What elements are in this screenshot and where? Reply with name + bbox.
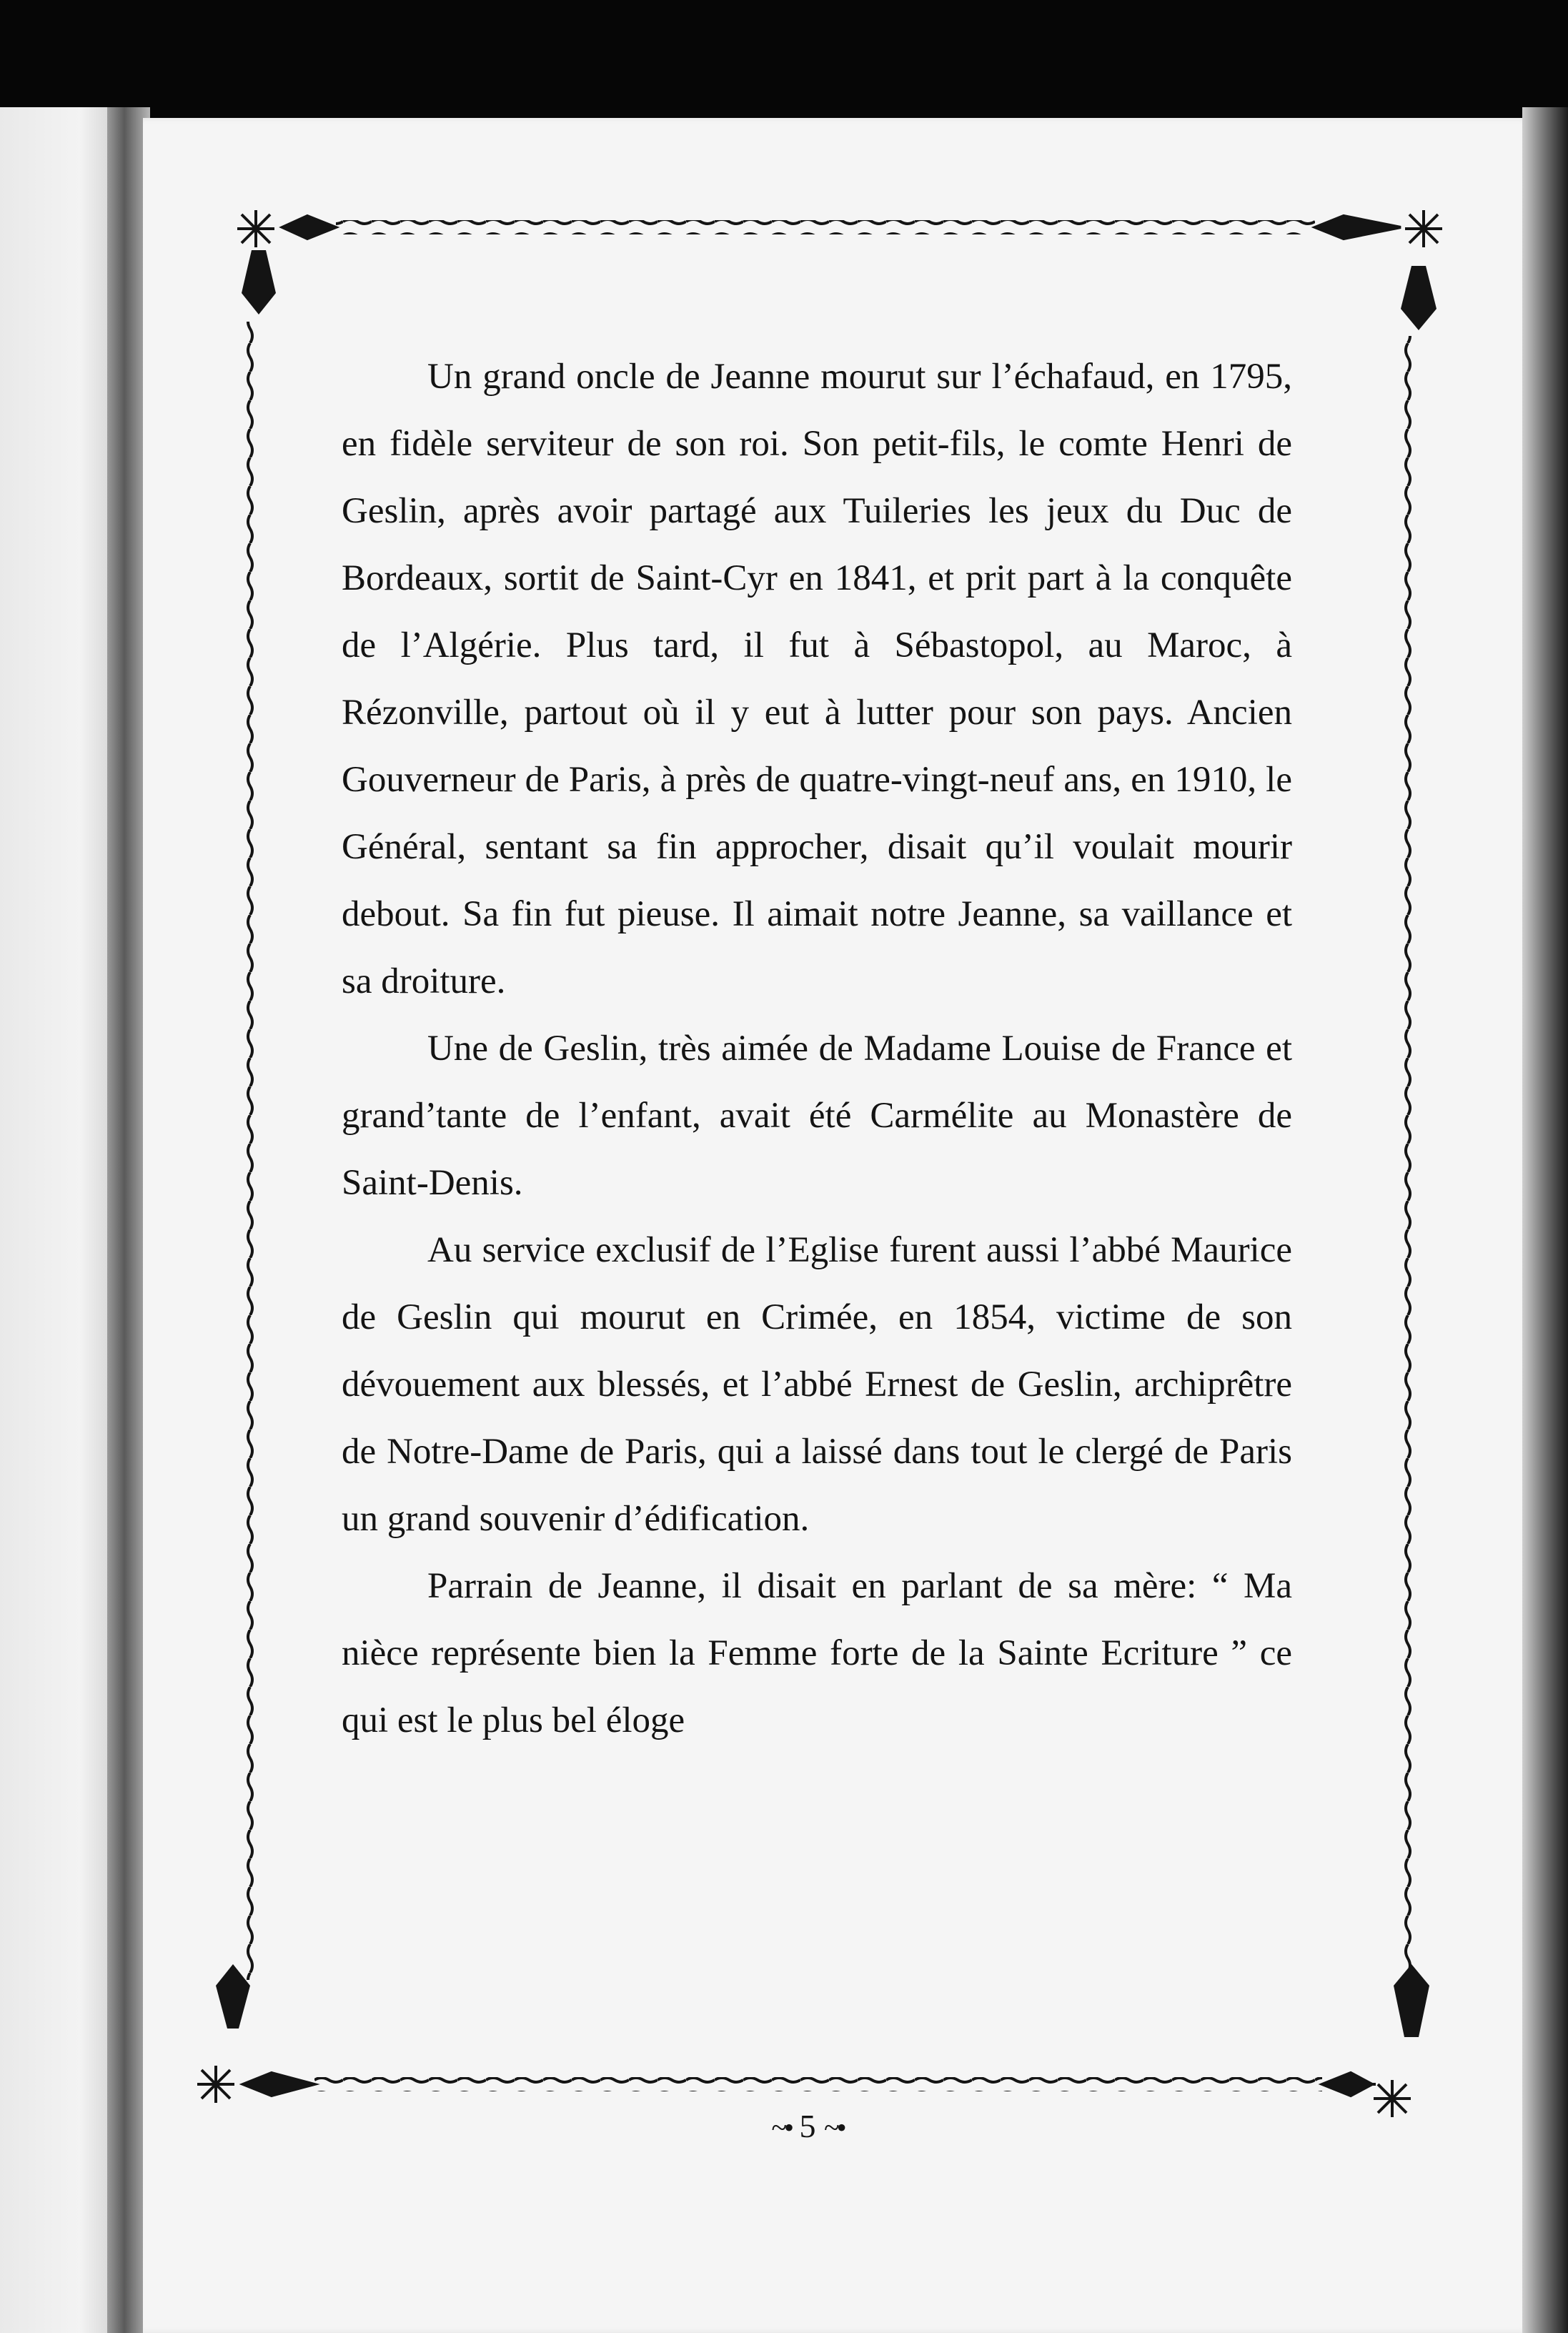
paragraph: Une de Geslin, très aimée de Madame Louise de France et grand’tante de l’enfant, avait été Carmélite au Monastère de Saint-Denis. (342, 1029, 1292, 1203)
body-text (342, 343, 1292, 1754)
folio-ornament-right-icon: ~• (824, 2111, 844, 2144)
corner-star-top-left-icon (237, 210, 336, 247)
paragraph: Au service exclusif de l’Eglise furent aussi l’abbé Maurice de Geslin qui mourut en Crimée, en 1854, victime de son dévouement aux blessés, et l’abbé Ernest de Geslin, archiprêtre de Notre-Dame de Paris, qui a laissé dans tout le clergé de Paris un grand souvenir d’édification. (342, 1230, 1292, 1539)
finial-bottom-right-icon (1394, 1964, 1429, 2037)
page-number: 5 (799, 2108, 816, 2144)
finial-top-right-icon (1401, 266, 1436, 330)
corner-star-top-right-icon (1315, 210, 1442, 247)
border-top (282, 220, 1369, 234)
border-right (1401, 336, 1415, 1980)
finial-top-left-icon (242, 250, 276, 314)
paragraph: Parrain de Jeanne, il disait en parlant de sa mère: “ Ma nièce représente bien la Femme forte de la Sainte Ecriture ” ce qui est le plus bel éloge (342, 1566, 1292, 1740)
border-bottom (264, 2077, 1376, 2091)
page-number-footer (736, 2107, 879, 2150)
corner-star-bottom-right-icon (1322, 2073, 1411, 2117)
border-left (243, 322, 257, 1980)
paragraph: Un grand oncle de Jeanne mourut sur l’échafaud, en 1795, en fidèle serviteur de son roi. Son petit-fils, le comte Henri de Geslin, après avoir partagé aux Tuileries les jeux du Duc de Bordeaux, sortit de Saint-Cyr en 1841, et prit part à la conquête de l’Algérie. Plus tard, il fut à Sébastopol, au Maroc, à Rézonville, partout où il y eut à lutter pour son pays. Ancien Gouverneur de Paris, à près de quatre-vingt-neuf ans, en 1910, le Général, sentant sa fin approcher, disait qu’il voulait mourir debout. Sa fin fut pieuse. Il aimait notre Jeanne, sa vaillance et sa droiture. (342, 357, 1292, 1001)
corner-star-bottom-left-icon (197, 2066, 314, 2103)
folio-ornament-left-icon: ~• (771, 2111, 791, 2144)
